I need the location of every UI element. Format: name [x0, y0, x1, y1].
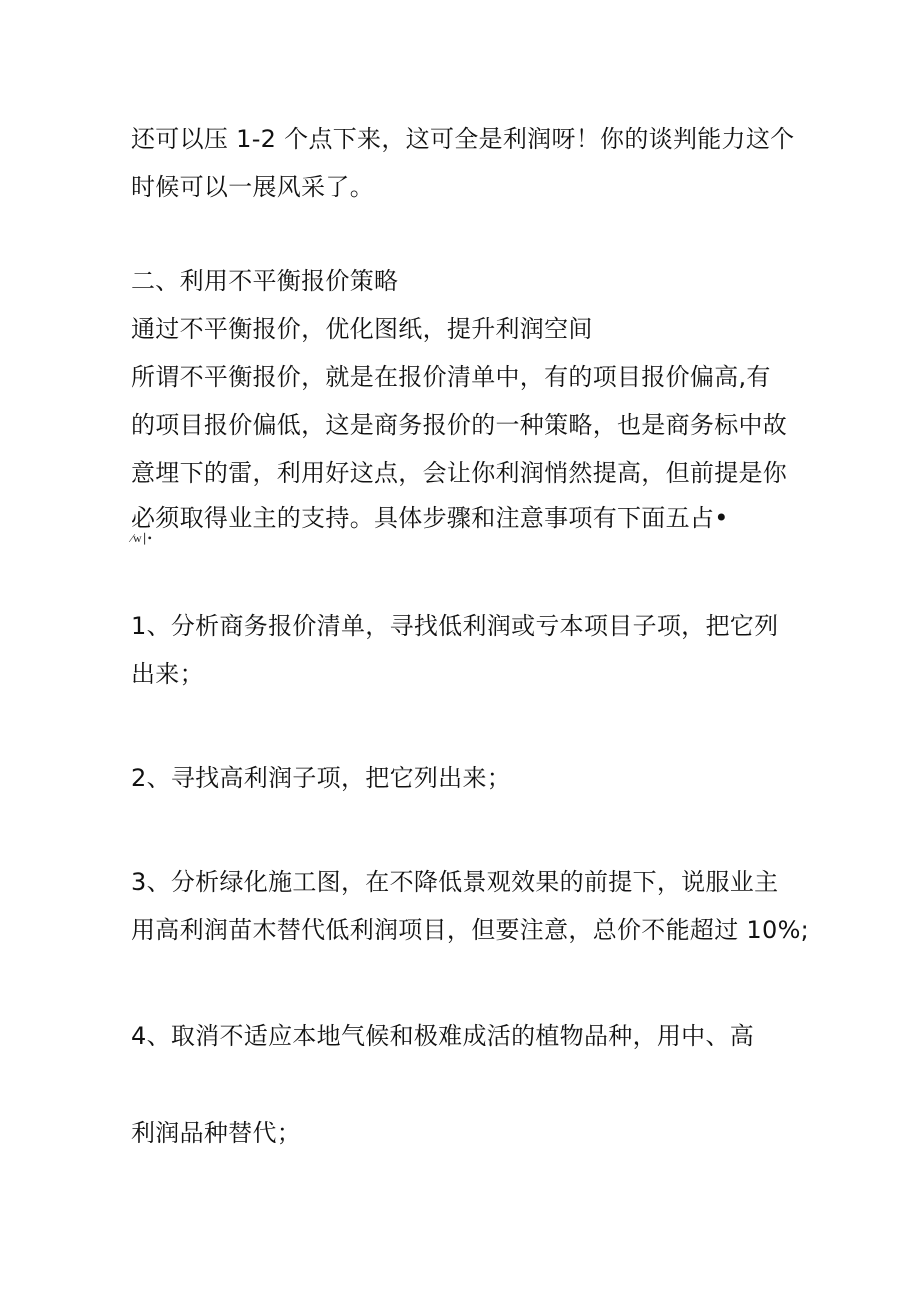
definition-line-2: 的项目报价偏低，这是商务报价的一种策略，也是商务标中故 — [131, 411, 788, 439]
step-4-line-1: 4、取消不适应本地气候和极难成活的植物品种，用中、高 — [131, 1022, 755, 1050]
step-1-line-2: 出来； — [131, 660, 204, 688]
step-3-line-1: 3、分析绿化施工图，在不降低景观效果的前提下，说服业主 — [131, 868, 779, 896]
scan-artifact-mark: ∕w∣• — [131, 531, 152, 545]
step-3-line-2: 用高利润苗木替代低利润项目，但要注意，总价不能超过 10%; — [131, 916, 810, 944]
intro-line-1: 还可以压 1-2 个点下来，这可全是利润呀！你的谈判能力这个 — [131, 125, 795, 153]
step-4-line-2: 利润品种替代； — [131, 1119, 302, 1147]
intro-line-2: 时候可以一展风采了。 — [131, 173, 374, 201]
definition-line-3: 意埋下的雷，利用好这点，会让你利润悄然提高，但前提是你 — [131, 459, 788, 487]
step-1-line-1: 1、分析商务报价清单，寻找低利润或亏本项目子项，把它列 — [131, 612, 779, 640]
definition-line-4: 必须取得业主的支持。具体步骤和注意事项有下面五占• — [131, 504, 729, 532]
section-subheading: 通过不平衡报价，优化图纸，提升利润空间 — [131, 315, 593, 343]
step-2-line-1: 2、寻找高利润子项，把它列出来； — [131, 764, 512, 792]
definition-line-1: 所谓不平衡报价，就是在报价清单中，有的项目报价偏高,有 — [131, 363, 771, 391]
section-heading: 二、利用不平衡报价策略 — [131, 267, 399, 295]
